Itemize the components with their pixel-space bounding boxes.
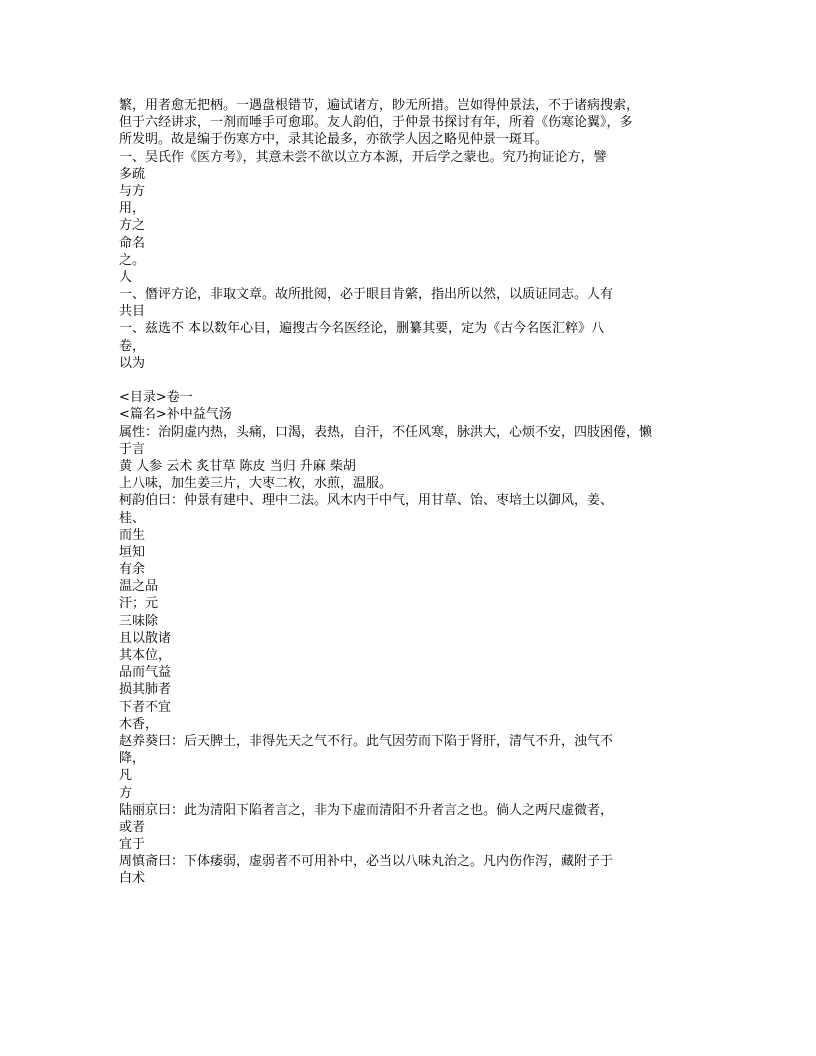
- text-line: 共目: [119, 304, 146, 320]
- text-line: 品而气益: [119, 665, 172, 681]
- blank-line: [119, 372, 776, 389]
- text-line: 凡: [119, 768, 133, 784]
- text-line: 陆丽京曰：此为清阳下陷者言之，非为下虚而清阳不升者言之也。倘人之两尺虚微者，: [119, 802, 614, 818]
- text-line: 周慎斋曰：下体痿弱，虚弱者不可用补中，必当以八味丸治之。凡内伤作泻，藏附子于: [119, 854, 614, 870]
- text-line: 桂、: [119, 510, 146, 526]
- text-line: 下者不宜: [119, 699, 172, 715]
- text-line: 命名: [119, 235, 146, 251]
- text-line: 三味除: [119, 613, 159, 629]
- text-line: 方之: [119, 218, 146, 234]
- text-line: 用，: [119, 201, 146, 217]
- text-line: 损其肺者: [119, 682, 172, 698]
- text-line: 之。: [119, 252, 146, 268]
- text-line: 降，: [119, 751, 146, 767]
- text-line: 但于六经讲求，一剂而唾手可愈耶。友人韵伯，于仲景书探讨有年，所着《伤寒论翼》，多: [119, 115, 633, 131]
- text-line: 白术: [119, 871, 146, 887]
- text-line: 一、僭评方论，非取文章。故所批阅，必于眼目肯綮，指出所以然，以质证同志。人有: [119, 287, 614, 303]
- text-line: 宜于: [119, 837, 146, 853]
- text-line: 上八味，加生姜三片，大枣二枚，水煎，温服。: [119, 476, 393, 492]
- text-line: 方: [119, 785, 133, 801]
- text-line: 汗；元: [119, 596, 159, 612]
- text-line: 赵养葵曰：后天脾土，非得先天之气不行。此气因劳而下陷于肾肝，清气不升，浊气不: [119, 733, 614, 749]
- text-line: 且以散诸: [119, 630, 172, 646]
- text-line: 以为: [119, 355, 146, 371]
- text-line: 木香，: [119, 716, 159, 732]
- ingredients-line: 黄 人参 云术 炙甘草 陈皮 当归 升麻 柴胡: [119, 458, 356, 474]
- text-line: 所发明。故是编于伤寒方中，录其论最多，亦欲学人因之略见仲景一斑耳。: [119, 132, 549, 148]
- text-line: 一、吴氏作《医方考》，其意未尝不欲以立方本源，开后学之蒙也。究乃拘证论方，譬: [119, 149, 607, 165]
- text-line: 温之品: [119, 579, 159, 595]
- text-line: 多疏: [119, 166, 146, 182]
- text-line: 一、兹选不 本以数年心目，遍搜古今名医经论，删纂其要，定为《古今名医汇粹》八: [119, 321, 605, 337]
- text-line: 属性：治阴虚内热，头痛，口渴，表热，自汗，不任风寒，脉洪大，心烦不安，四肢困倦，懒: [119, 424, 653, 440]
- text-line: 与方: [119, 183, 146, 199]
- text-line: 其本位，: [119, 648, 172, 663]
- entry-title: <篇名>补中益气汤: [119, 407, 232, 423]
- text-line: 柯韵伯曰：仲景有建中、理中二法。风木内干中气，用甘草、饴、枣培土以御风，姜、: [119, 493, 614, 509]
- section-heading: <目录>卷一: [119, 390, 193, 406]
- text-line: 于言: [119, 441, 146, 457]
- text-line: 垣知: [119, 544, 146, 560]
- text-line: 而生: [119, 527, 146, 543]
- text-line: 或者: [119, 819, 146, 835]
- text-line: 卷，: [119, 338, 146, 354]
- text-line: 人: [119, 269, 133, 285]
- text-line: 有余: [119, 562, 146, 578]
- text-line: 繁，用者愈无把柄。一遇盘根错节，遍试诸方，眇无所措。岂如得仲景法，不于诸病搜索，: [119, 98, 640, 113]
